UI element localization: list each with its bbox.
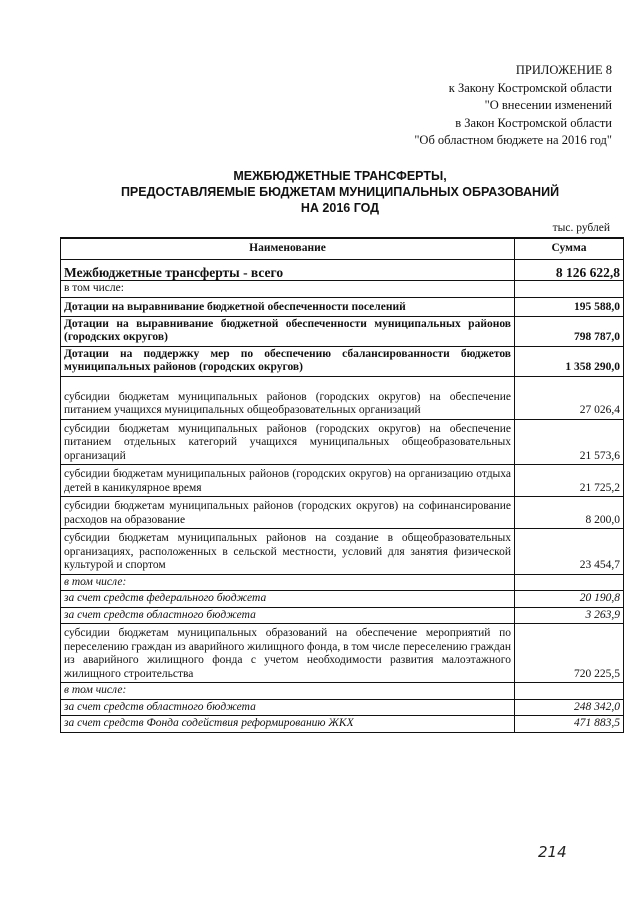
table-row: [61, 574, 624, 591]
row-name: за счет средств федерального бюджета: [61, 591, 515, 608]
row-sum: [515, 683, 624, 700]
row-sum: 1 358 290,0: [515, 346, 624, 376]
header-sum: Сумма: [515, 238, 624, 260]
table-row: [61, 260, 624, 281]
row-sum: 3 263,9: [515, 607, 624, 624]
row-name: Дотации на выравнивание бюджетной обеспеченности муниципальных районов (городских округов): [61, 316, 515, 346]
row-sum: 21 725,2: [515, 465, 624, 497]
row-sum: 195 588,0: [515, 297, 624, 316]
title-line: ПРЕДОСТАВЛЯЕМЫЕ БЮДЖЕТАМ МУНИЦИПАЛЬНЫХ ОБРАЗОВАНИЙ: [120, 185, 560, 199]
row-name: Межбюджетные трансферты - всего: [61, 260, 515, 281]
table-row: [61, 529, 624, 575]
table-row: [61, 419, 624, 465]
row-name: Дотации на поддержку мер по обеспечению сбалансированности бюджетов муниципальных районов (городских округов): [61, 346, 515, 376]
row-sum: 471 883,5: [515, 716, 624, 733]
row-name: в том числе:: [61, 281, 515, 298]
transfers-table: [60, 237, 624, 733]
table-row: [61, 316, 624, 346]
row-sum: 23 454,7: [515, 529, 624, 575]
row-sum: 8 126 622,8: [515, 260, 624, 281]
appendix-line: в Закон Костромской области: [455, 115, 612, 130]
appendix-line: "Об областном бюджете на 2016 год": [414, 133, 612, 147]
table-row: [61, 297, 624, 316]
table-row: [61, 465, 624, 497]
handwritten-page-number: 214: [538, 843, 567, 861]
appendix-line: к Закону Костромской области: [448, 80, 612, 95]
header-name: Наименование: [61, 238, 515, 260]
row-name: субсидии бюджетам муниципальных районов (городских округов) на обеспечение питанием учащихся муниципальных общеобразовательных организаций: [61, 376, 515, 419]
table-row: [61, 624, 624, 683]
row-sum: 798 787,0: [515, 316, 624, 346]
row-sum: [515, 574, 624, 591]
row-sum: 20 190,8: [515, 591, 624, 608]
row-name: субсидии бюджетам муниципальных районов (городских округов) на обеспечение питанием отдельных категорий учащихся муниципальных общеобразовательных организаций: [61, 419, 515, 465]
units-label: тыс. рублей: [552, 222, 610, 234]
row-name: субсидии бюджетам муниципальных районов (городских округов) на софинансирование расходов на образование: [61, 497, 515, 529]
row-name: субсидии бюджетам муниципальных районов на создание в общеобразовательных организациях, расположенных в сельской местности, условий для занятия физической культурой и спортом: [61, 529, 515, 575]
table-row: [61, 376, 624, 419]
row-name: в том числе:: [61, 574, 515, 591]
table-row: [61, 591, 624, 608]
table-row: [61, 716, 624, 733]
table-row: [61, 699, 624, 716]
document-title: [60, 168, 620, 216]
table-row: [61, 281, 624, 298]
table-row: [61, 683, 624, 700]
row-sum: 8 200,0: [515, 497, 624, 529]
row-sum: 720 225,5: [515, 624, 624, 683]
row-sum: 21 573,6: [515, 419, 624, 465]
table-row: [61, 497, 624, 529]
row-name: Дотации на выравнивание бюджетной обеспеченности поселений: [61, 297, 515, 316]
row-name: за счет средств Фонда содействия реформированию ЖКХ: [61, 716, 515, 733]
title-line: МЕЖБЮДЖЕТНЫЕ ТРАНСФЕРТЫ,: [233, 169, 447, 183]
table-row: [61, 607, 624, 624]
row-name: за счет средств областного бюджета: [61, 699, 515, 716]
row-sum: 27 026,4: [515, 376, 624, 419]
table-row: [61, 346, 624, 376]
appendix-line: "О внесении изменений: [484, 98, 612, 112]
table-header-row: [61, 238, 624, 260]
title-line: НА 2016 ГОД: [300, 201, 380, 215]
row-sum: [515, 281, 624, 298]
row-name: субсидии бюджетам муниципальных районов (городских округов) на организацию отдыха детей в каникулярное время: [61, 465, 515, 497]
appendix-reference: [414, 62, 612, 150]
row-sum: 248 342,0: [515, 699, 624, 716]
row-name: субсидии бюджетам муниципальных образований на обеспечение мероприятий по переселению граждан из аварийного жилищного фонда, в том числе переселению граждан из аварийного жилищного фонда с учетом необходимости развития малоэтажного жилищного строительства: [61, 624, 515, 683]
appendix-line: ПРИЛОЖЕНИЕ 8: [515, 63, 612, 77]
row-name: в том числе:: [61, 683, 515, 700]
row-name: за счет средств областного бюджета: [61, 607, 515, 624]
